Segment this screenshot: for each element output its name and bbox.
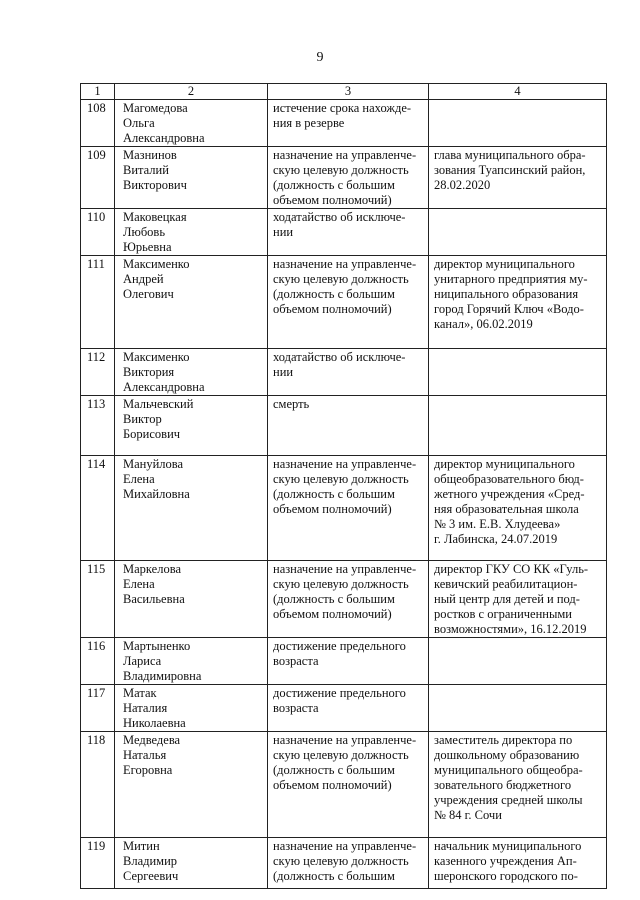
row-number: 112	[81, 349, 115, 396]
exclusion-reason	[268, 256, 429, 349]
appointed-position-line: г. Лабинска, 24.07.2019	[434, 532, 558, 546]
exclusion-reason-line: скую целевую должность	[273, 577, 409, 591]
table-row	[81, 732, 607, 838]
person-name-line: Николаевна	[123, 716, 186, 730]
appointed-position	[429, 209, 607, 256]
exclusion-reason-line: достижение предельного	[273, 686, 406, 700]
row-number: 115	[81, 561, 115, 638]
exclusion-reason-line: ходатайство об исключе-	[273, 210, 406, 224]
person-name-line: Владимир	[123, 854, 178, 868]
table-row	[81, 456, 607, 561]
exclusion-reason-line: скую целевую должность	[273, 854, 409, 868]
person-name-line: Сергеевич	[123, 869, 179, 883]
exclusion-reason-line: назначение на управленче-	[273, 733, 417, 747]
person-name-line: Максименко	[123, 350, 190, 364]
person-name-line: Васильевна	[123, 592, 185, 606]
exclusion-reason	[268, 685, 429, 732]
person-name	[115, 396, 268, 456]
person-name-line: Александровна	[123, 131, 205, 145]
exclusion-reason	[268, 838, 429, 889]
header-cell: 4	[429, 84, 607, 100]
appointed-position-line: директор муниципального	[434, 257, 575, 271]
person-name	[115, 100, 268, 147]
table-row	[81, 147, 607, 209]
row-number: 114	[81, 456, 115, 561]
appointed-position-line: шеронского городского по-	[434, 869, 578, 883]
appointed-position-line: директор муниципального	[434, 457, 575, 471]
exclusion-reason-line: (должность с большим	[273, 487, 395, 501]
appointed-position-line: город Горячий Ключ «Водо-	[434, 302, 584, 316]
row-number: 110	[81, 209, 115, 256]
appointed-position-line: кевичский реабилитацион-	[434, 577, 578, 591]
exclusion-reason-line: смерть	[273, 397, 310, 411]
person-name-line: Мартыненко	[123, 639, 191, 653]
appointed-position-line: зовательного бюджетного	[434, 778, 572, 792]
exclusion-reason-line: достижение предельного	[273, 639, 406, 653]
table-row	[81, 100, 607, 147]
appointed-position-line: № 84 г. Сочи	[434, 808, 502, 822]
person-name	[115, 838, 268, 889]
exclusion-reason-line: (должность с большим	[273, 287, 395, 301]
exclusion-reason-line: скую целевую должность	[273, 272, 409, 286]
appointed-position-line: дошкольному образованию	[434, 748, 580, 762]
person-name-line: Лариса	[123, 654, 162, 668]
header-row	[81, 84, 607, 100]
appointed-position-line: казенного учреждения Ап-	[434, 854, 577, 868]
exclusion-reason-line: (должность с большим	[273, 869, 395, 883]
appointed-position-line: зования Туапсинский район,	[434, 163, 586, 177]
appointed-position	[429, 732, 607, 838]
person-name	[115, 732, 268, 838]
row-number: 111	[81, 256, 115, 349]
table-row	[81, 256, 607, 349]
appointed-position-line: няя образовательная школа	[434, 502, 579, 516]
table-row	[81, 638, 607, 685]
appointed-position-line: общеобразовательного бюд-	[434, 472, 584, 486]
exclusion-reason	[268, 396, 429, 456]
exclusion-reason-line: объемом полномочий)	[273, 607, 392, 621]
appointed-position	[429, 456, 607, 561]
exclusion-reason-line: назначение на управленче-	[273, 457, 417, 471]
row-number: 119	[81, 838, 115, 889]
person-name-line: Борисович	[123, 427, 181, 441]
person-name-line: Матак	[123, 686, 157, 700]
row-number: 108	[81, 100, 115, 147]
exclusion-reason	[268, 561, 429, 638]
exclusion-reason-line: ния в резерве	[273, 116, 345, 130]
person-name-line: Медведева	[123, 733, 181, 747]
appointed-position-line: канал», 06.02.2019	[434, 317, 533, 331]
person-name	[115, 209, 268, 256]
person-name-line: Виталий	[123, 163, 169, 177]
table-row	[81, 685, 607, 732]
exclusion-reason-line: скую целевую должность	[273, 748, 409, 762]
exclusion-reason-line: назначение на управленче-	[273, 839, 417, 853]
exclusion-reason-line: назначение на управленче-	[273, 257, 417, 271]
page-number: 9	[316, 50, 324, 65]
person-name-line: Александровна	[123, 380, 205, 394]
exclusion-reason-line: скую целевую должность	[273, 472, 409, 486]
person-name-line: Елена	[123, 472, 155, 486]
person-name	[115, 147, 268, 209]
person-name	[115, 561, 268, 638]
person-name-line: Олегович	[123, 287, 174, 301]
table-row	[81, 209, 607, 256]
person-name-line: Наталия	[123, 701, 168, 715]
exclusion-reason	[268, 209, 429, 256]
row-number: 118	[81, 732, 115, 838]
exclusion-reason-line: (должность с большим	[273, 763, 395, 777]
person-name	[115, 638, 268, 685]
exclusion-reason-line: назначение на управленче-	[273, 562, 417, 576]
person-name-line: Юрьевна	[123, 240, 172, 254]
row-number: 116	[81, 638, 115, 685]
person-name-line: Маковецкая	[123, 210, 187, 224]
person-name	[115, 349, 268, 396]
registry-table	[80, 83, 607, 889]
person-name-line: Максименко	[123, 257, 190, 271]
exclusion-reason-line: нии	[273, 365, 294, 379]
appointed-position-line: № 3 им. Е.В. Хлудеева»	[434, 517, 561, 531]
exclusion-reason-line: скую целевую должность	[273, 163, 409, 177]
person-name-line: Мазнинов	[123, 148, 177, 162]
person-name-line: Маркелова	[123, 562, 181, 576]
person-name-line: Наталья	[123, 748, 167, 762]
appointed-position	[429, 256, 607, 349]
exclusion-reason-line: (должность с большим	[273, 592, 395, 606]
appointed-position-line: ный центр для детей и под-	[434, 592, 580, 606]
appointed-position-line: ниципального образования	[434, 287, 579, 301]
exclusion-reason-line: объемом полномочий)	[273, 302, 392, 316]
person-name-line: Андрей	[123, 272, 164, 286]
exclusion-reason-line: (должность с большим	[273, 178, 395, 192]
header-cell: 2	[115, 84, 268, 100]
table-row	[81, 349, 607, 396]
exclusion-reason-line: нии	[273, 225, 294, 239]
table-row	[81, 396, 607, 456]
appointed-position-line: начальник муниципального	[434, 839, 582, 853]
appointed-position-line: муниципального общеобра-	[434, 763, 583, 777]
person-name-line: Владимировна	[123, 669, 202, 683]
exclusion-reason	[268, 349, 429, 396]
row-number: 113	[81, 396, 115, 456]
person-name-line: Митин	[123, 839, 160, 853]
exclusion-reason-line: возраста	[273, 654, 319, 668]
appointed-position-line: 28.02.2020	[434, 178, 491, 192]
person-name-line: Любовь	[123, 225, 166, 239]
person-name	[115, 256, 268, 349]
appointed-position-line: заместитель директора по	[434, 733, 573, 747]
person-name-line: Михайловна	[123, 487, 190, 501]
appointed-position-line: возможностями», 16.12.2019	[434, 622, 587, 636]
exclusion-reason-line: назначение на управленче-	[273, 148, 417, 162]
appointed-position	[429, 100, 607, 147]
person-name-line: Мануйлова	[123, 457, 184, 471]
person-name	[115, 456, 268, 561]
row-number: 109	[81, 147, 115, 209]
table-row	[81, 561, 607, 638]
appointed-position	[429, 685, 607, 732]
person-name-line: Магомедова	[123, 101, 188, 115]
person-name-line: Мальчевский	[123, 397, 194, 411]
appointed-position	[429, 147, 607, 209]
exclusion-reason	[268, 100, 429, 147]
appointed-position	[429, 838, 607, 889]
exclusion-reason-line: объемом полномочий)	[273, 193, 392, 207]
table-row	[81, 838, 607, 889]
exclusion-reason-line: истечение срока нахожде-	[273, 101, 412, 115]
exclusion-reason	[268, 732, 429, 838]
person-name-line: Ольга	[123, 116, 155, 130]
appointed-position	[429, 396, 607, 456]
exclusion-reason	[268, 456, 429, 561]
exclusion-reason-line: объемом полномочий)	[273, 778, 392, 792]
exclusion-reason-line: объемом полномочий)	[273, 502, 392, 516]
appointed-position	[429, 349, 607, 396]
appointed-position-line: директор ГКУ СО КК «Гуль-	[434, 562, 589, 576]
appointed-position-line: унитарного предприятия му-	[434, 272, 588, 286]
person-name-line: Викторович	[123, 178, 187, 192]
person-name	[115, 685, 268, 732]
header-cell: 1	[81, 84, 115, 100]
person-name-line: Елена	[123, 577, 155, 591]
header-cell: 3	[268, 84, 429, 100]
exclusion-reason-line: возраста	[273, 701, 319, 715]
person-name-line: Виктория	[123, 365, 175, 379]
exclusion-reason-line: ходатайство об исключе-	[273, 350, 406, 364]
person-name-line: Егоровна	[123, 763, 173, 777]
appointed-position-line: ростков с ограниченными	[434, 607, 572, 621]
appointed-position-line: глава муниципального обра-	[434, 148, 586, 162]
appointed-position-line: жетного учреждения «Сред-	[434, 487, 585, 501]
appointed-position	[429, 638, 607, 685]
row-number: 117	[81, 685, 115, 732]
appointed-position	[429, 561, 607, 638]
exclusion-reason	[268, 638, 429, 685]
table-body	[81, 100, 607, 889]
appointed-position-line: учреждения средней школы	[434, 793, 583, 807]
exclusion-reason	[268, 147, 429, 209]
person-name-line: Виктор	[123, 412, 162, 426]
